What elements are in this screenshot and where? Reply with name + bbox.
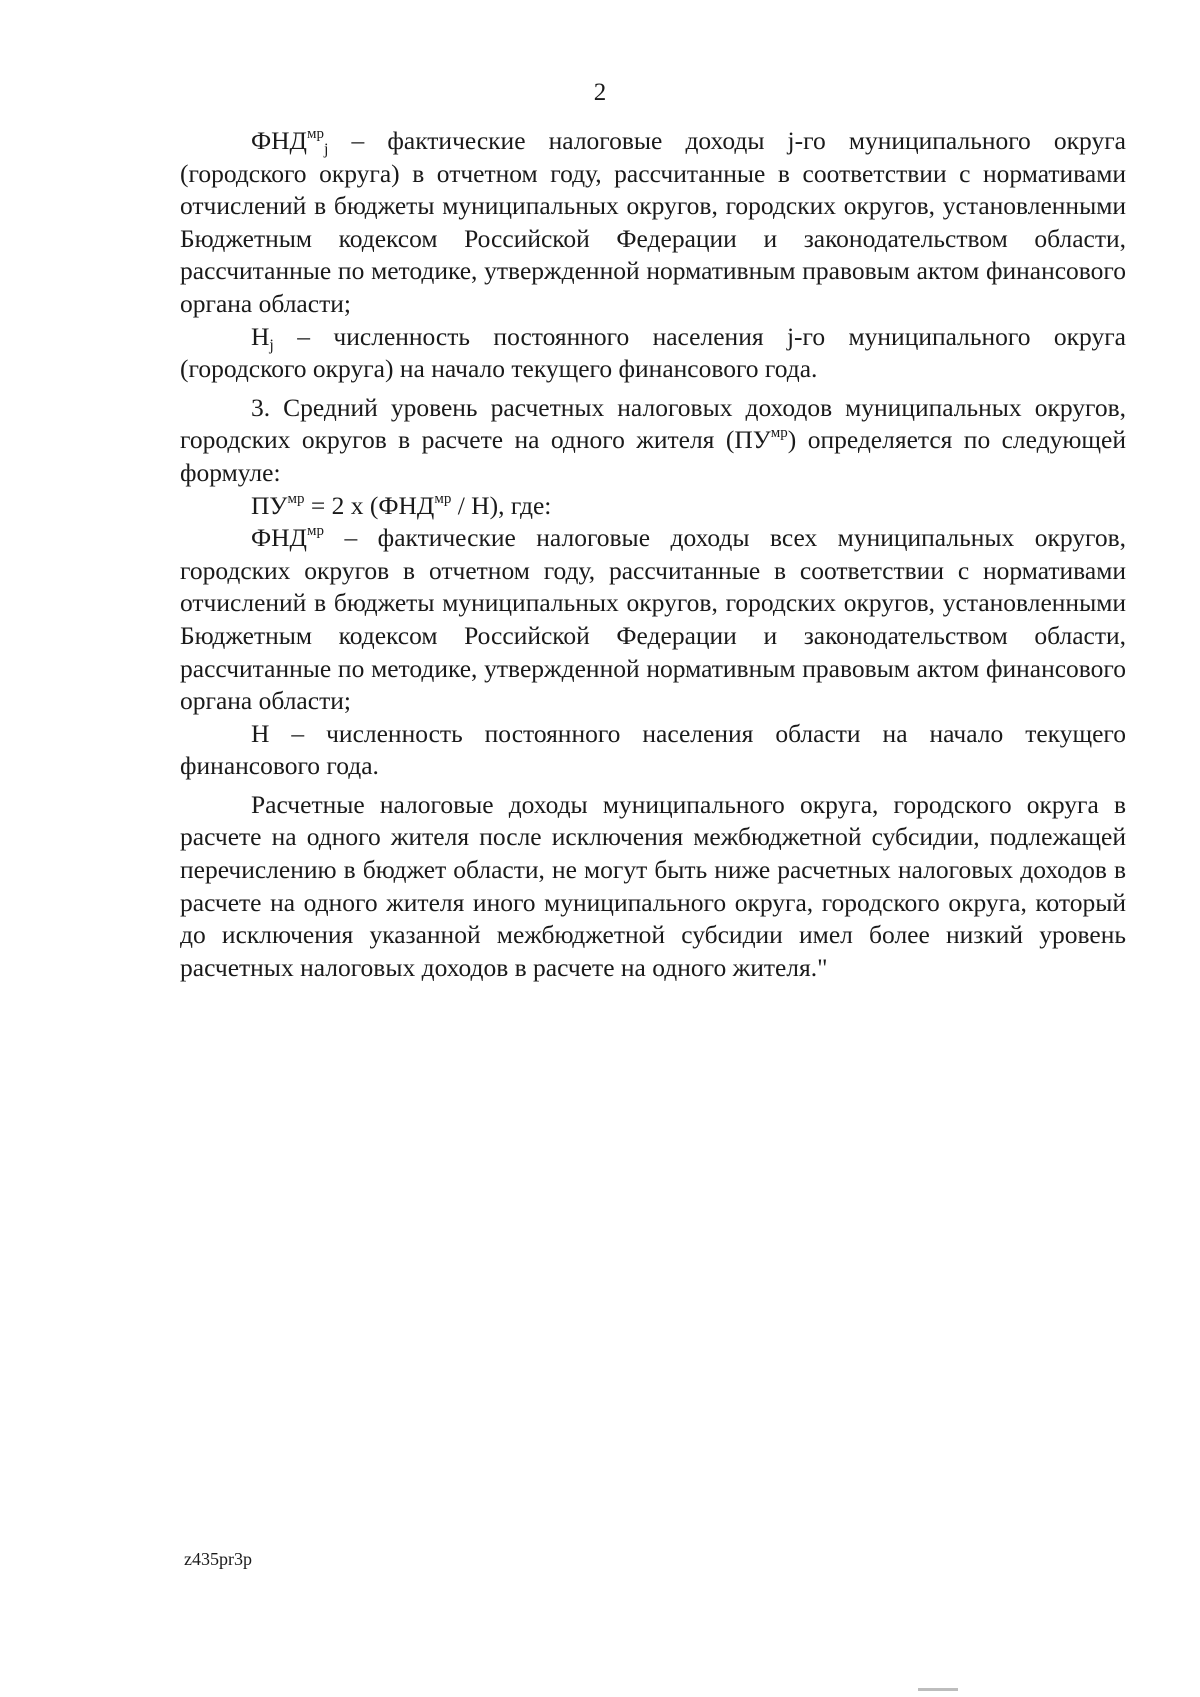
paragraph-n-definition [180,718,1126,783]
symbol-n: Н [251,321,270,351]
paragraph-fnd-j-definition [180,125,1126,321]
subscript-j: j [269,336,274,354]
superscript-mr: мр [287,490,305,507]
item-text: 3. Средний уровень расчетных налоговых доходов муниципальных округов, городских округов в расчете на одного жителя (ПУ [180,392,1126,455]
superscript-mr: мр [770,425,788,442]
paragraph-n-j-definition [180,321,1126,386]
formula-middle: = 2 х (ФНД [304,490,435,520]
superscript-mr: мр [306,523,324,540]
page-number: 2 [593,79,607,106]
superscript-mr: мр [306,126,324,142]
definition-text: – фактические налоговые доходы всех муниципальных округов, городских округов в отчетном году, рассчитанные в соответствии с нормативами отчислений в бюджеты муниципальных округов, городских округов, установленными Бюджетным кодексом Российской Федерации и законодательством области, рассчитанные по методике, утвержденной нормативным правовым актом финансового органа области; [180,523,1126,716]
superscript-mr: мр [434,490,452,507]
document-code: z435pr3p [184,1549,252,1569]
definition-text: Н – численность постоянного населения области на начало текущего финансового года. [180,718,1126,781]
definition-text: – фактические налоговые доходы j-го муниципального округа (городского округа) в отчетном году, рассчитанные в соответствии с нормативами отчислений в бюджеты муниципальных округов, городских округов, установленными Бюджетным кодексом Российской Федерации и законодательством области, рассчитанные по методике, утвержденной нормативным правовым актом финансового органа области; [180,126,1126,318]
formula-line [180,490,1126,523]
item-text-end: ) определяется по следующей формуле: [180,425,1127,487]
document-body [180,125,1126,984]
definition-text: – численность постоянного населения j-го муниципального округа (городского округа) на начало текущего финансового года. [180,321,1126,384]
paragraph-item-3 [180,392,1126,490]
paragraph-fnd-definition [180,522,1126,718]
final-text: Расчетные налоговые доходы муниципального округа, городского округа в расчете на одного жителя после исключения межбюджетной субсидии, подлежащей перечислению в бюджет области, не могут быть ниже расчетных налоговых доходов в расчете на одного жителя иного муниципального округа, городского округа, который до исключения указанной межбюджетной субсидии имел более низкий уровень расчетных налоговых доходов в расчете на одного жителя." [180,789,1126,982]
scan-artifact [918,1688,958,1691]
formula-end: / Н), где: [451,490,552,520]
symbol-fnd: ФНД [251,126,307,155]
subscript-j: j [323,141,329,158]
symbol-fnd: ФНД [251,523,307,553]
paragraph-final [180,789,1126,985]
formula-pu: ПУ [251,490,288,520]
